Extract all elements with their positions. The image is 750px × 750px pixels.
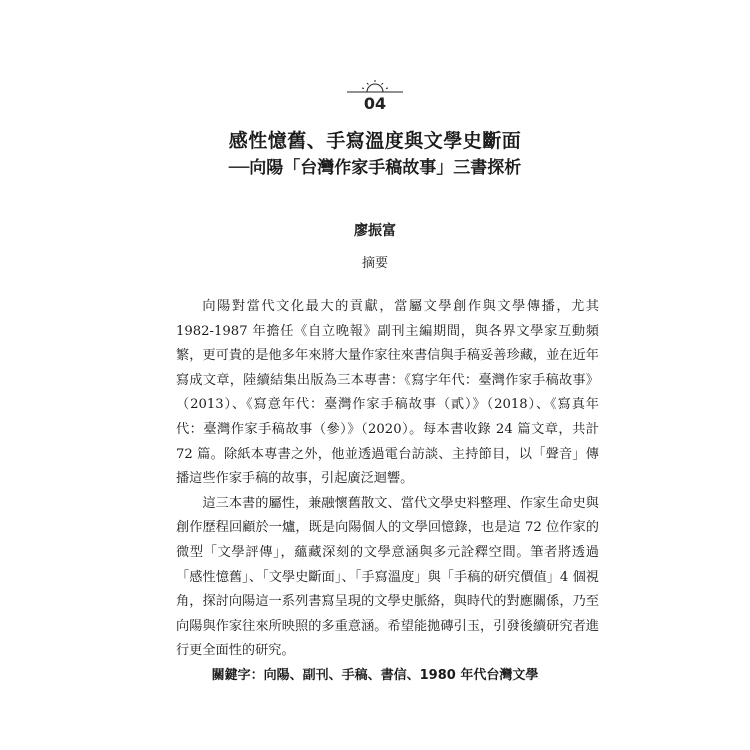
chapter-marker [345, 78, 405, 118]
abstract-heading: 摘要 [361, 256, 388, 271]
paper-subtitle: ──向陽「台灣作家手稿故事」三書探析 [228, 158, 522, 178]
abstract-paragraph: 這三本書的屬性，兼融懷舊散文、當代文學史料整理、作家生命史與創作歷程回顧於一爐，既是向陽個人的文學回憶錄，也是這 72 位作家的微型「文學評傳」，蘊藏深刻的文學意涵與多元詮釋空間。筆者將透過「感性憶舊」、「文學史斷面」、「手寫溫度」與「手稿的研究價值」4 個視角，探討向陽這一系列書寫呈現的文學史脈絡，與時代的對應關係，乃至向陽與作家往來所映照的多重意涵。希望能拋磚引玉，引發後續研究者進行更全面性的研究。 [176, 495, 599, 659]
keywords-line: 關鍵字：向陽、副刊、手稿、書信、1980 年代台灣文學 [211, 668, 539, 683]
author-name: 廖振富 [354, 223, 396, 239]
chapter-number: 04 [363, 94, 387, 113]
abstract-paragraph: 向陽對當代文化最大的貢獻，當屬文學創作與文學傳播，尤其 1982-1987 年擔任《自立晚報》副刊主編期間，與各界文學家互動頻繁，更可貴的是他多年來將大量作家往來書信與手稿妥善珍藏，並在近年寫成文章，陸續結集出版為三本專書：《寫字年代：臺灣作家手稿故事》（2013）、《寫意年代：臺灣作家手稿故事（貳）》（2018）、《寫真年代：臺灣作家手稿故事（參）》（2020）。每本書收錄 24 篇文章，共計 72 篇。除紙本專書之外，他並透過電台訪談、主持節目，以「聲音」傳播這些作家手稿的故事，引起廣泛迴響。 [176, 299, 599, 487]
abstract-body [176, 295, 599, 664]
paper-title: 感性憶舊、手寫溫度與文學史斷面 [228, 130, 522, 152]
